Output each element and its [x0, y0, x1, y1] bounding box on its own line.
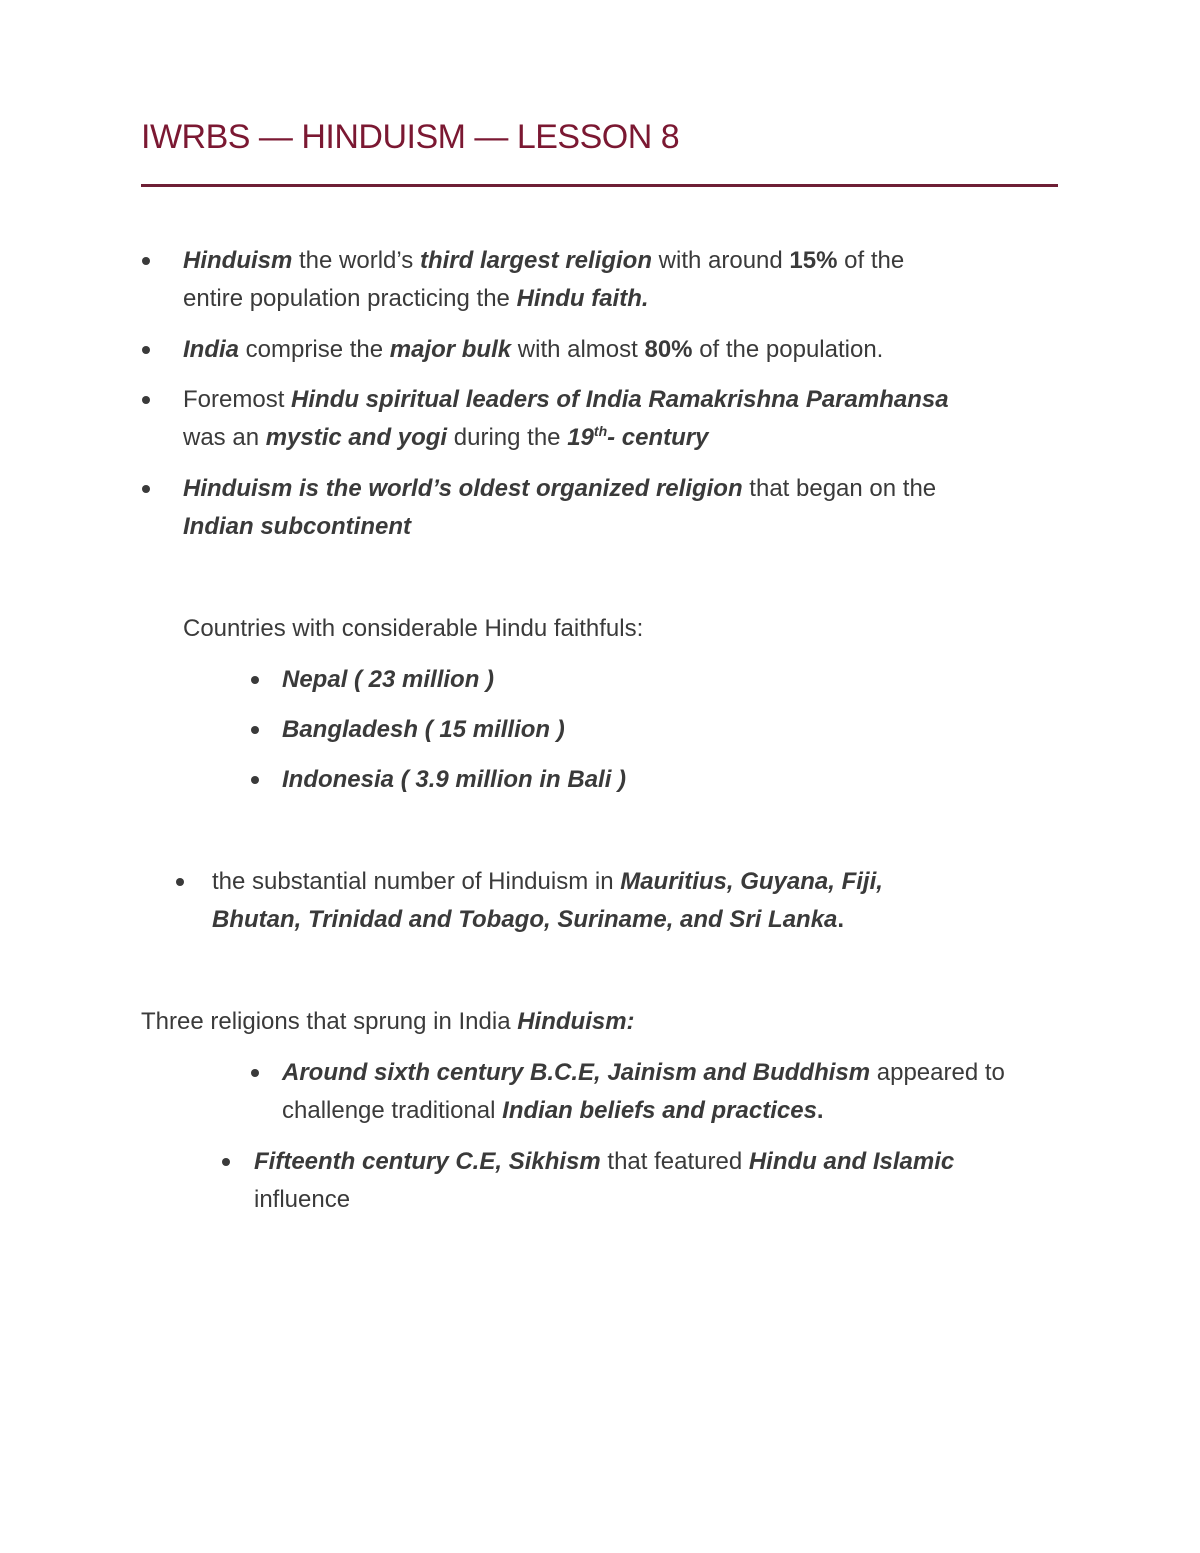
bullet-item-india: India comprise the major bulk with almost 80% of the population.	[183, 336, 884, 363]
bullet-icon	[251, 676, 259, 684]
bullet-item-oldest: Hinduism is the world’s oldest organized religion that began on the Indian subcontinent	[183, 475, 937, 540]
country-item: Indonesia ( 3.9 million in Bali )	[282, 766, 627, 793]
bullet-icon	[142, 346, 150, 354]
bullet-item-hinduism-rank: Hinduism the world’s third largest religion with around 15% of the entire population practicing the Hindu faith.	[183, 247, 905, 312]
religion-item-jainism-buddhism: Around sixth century B.C.E, Jainism and Buddhism appeared to challenge traditional Indian beliefs and practices.	[282, 1059, 1005, 1124]
three-religions-heading: Three religions that sprung in India Hinduism:	[141, 1008, 635, 1035]
bullet-icon	[251, 776, 259, 784]
bullet-icon	[142, 485, 150, 493]
country-item: Bangladesh ( 15 million )	[282, 716, 565, 743]
bullet-item-other-countries: the substantial number of Hinduism in Mauritius, Guyana, Fiji, Bhutan, Trinidad and Tobago, Suriname, and Sri Lanka.	[212, 868, 883, 933]
bullet-icon	[222, 1158, 230, 1166]
bullet-item-leaders: Foremost Hindu spiritual leaders of India Ramakrishna Paramhansa was an mystic and yogi during the 19th- century	[183, 386, 949, 451]
religion-item-sikhism: Fifteenth century C.E, Sikhism that featured Hindu and Islamic influence	[254, 1148, 955, 1213]
title-divider	[141, 184, 1058, 187]
countries-heading: Countries with considerable Hindu faithfuls:	[183, 615, 644, 642]
bullet-icon	[251, 726, 259, 734]
bullet-icon	[176, 878, 184, 886]
page-title: IWRBS — HINDUISM — LESSON 8	[141, 118, 680, 156]
bullet-icon	[142, 257, 150, 265]
bullet-icon	[142, 396, 150, 404]
bullet-icon	[251, 1069, 259, 1077]
country-item: Nepal ( 23 million )	[282, 666, 495, 693]
